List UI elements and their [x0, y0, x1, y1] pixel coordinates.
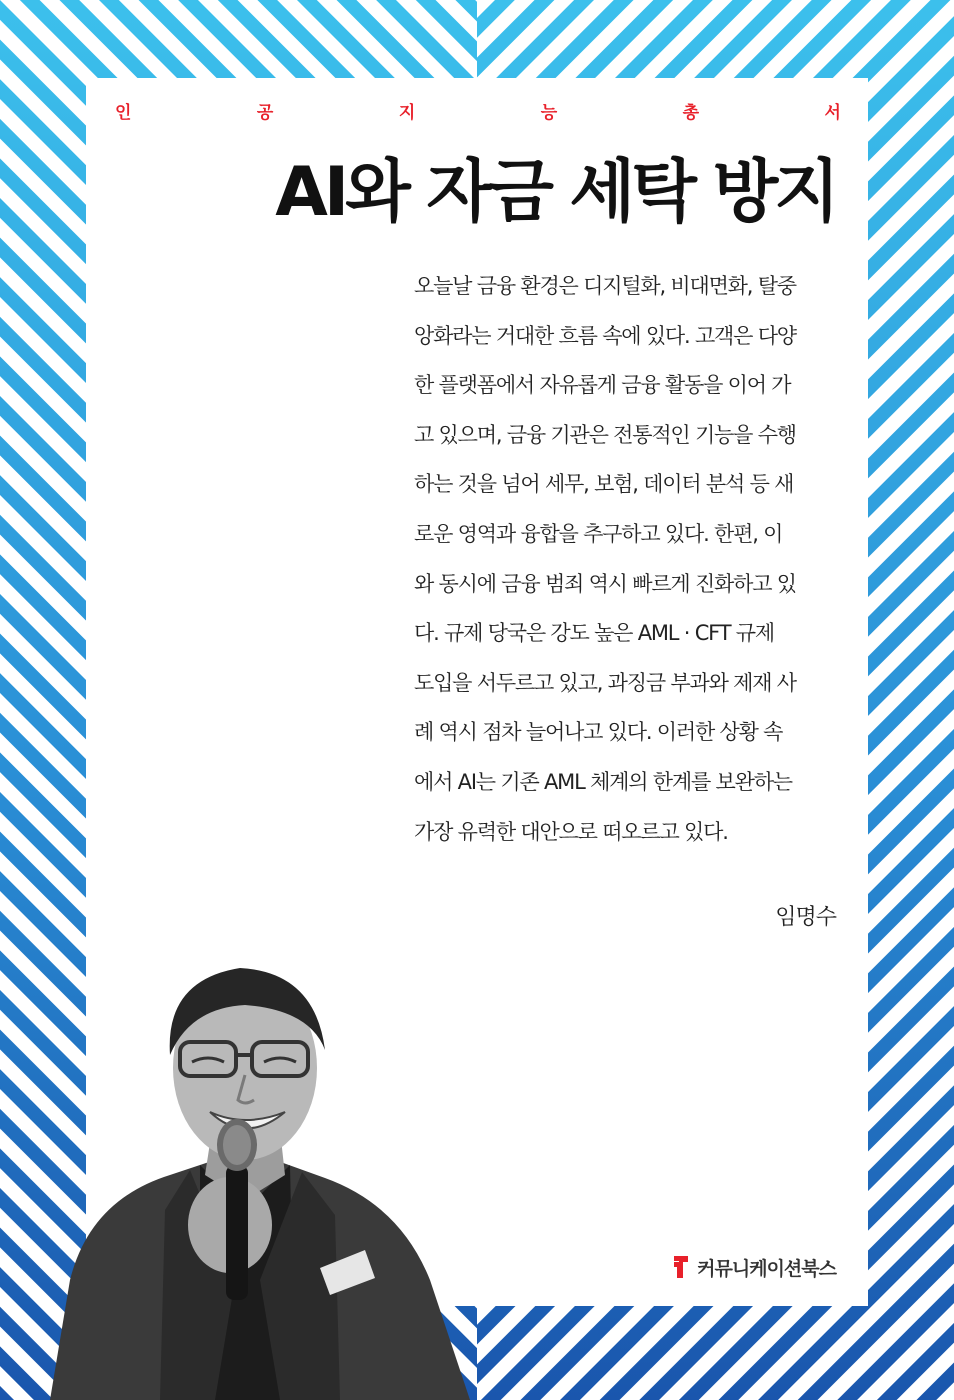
series-char: 인	[115, 103, 132, 123]
description-line: 앙화라는 거대한 흐름 속에 있다. 고객은 다양	[414, 323, 796, 348]
series-char: 지	[398, 103, 416, 123]
series-char: 공	[256, 103, 274, 123]
description-line: 도입을 서두르고 있고, 과징금 부과와 제재 사	[414, 670, 796, 695]
publisher-name: 커뮤니케이션북스	[697, 1257, 836, 1280]
series-char: 서	[824, 103, 841, 123]
description-line: 한 플랫폼에서 자유롭게 금융 활동을 이어 가	[414, 373, 791, 398]
author-photo-icon	[40, 950, 480, 1400]
book-title: AI와 자금 세탁 방지	[275, 153, 836, 232]
book-description	[414, 262, 838, 857]
author-name: 임명수	[775, 905, 836, 930]
description-line: 와 동시에 금융 범죄 역시 빠르게 진화하고 있	[414, 571, 796, 596]
series-char: 총	[682, 103, 700, 123]
description-line: 로운 영역과 융합을 추구하고 있다. 한편, 이	[414, 521, 783, 546]
description-line: 하는 것을 넘어 세무, 보험, 데이터 분석 등 새	[414, 472, 794, 497]
description-line: 례 역시 점차 늘어나고 있다. 이러한 상황 속	[414, 720, 783, 745]
description-line: 가장 유력한 대안으로 떠오르고 있다.	[414, 819, 728, 844]
description-line: 에서 AI는 기존 AML 체계의 한계를 보완하는	[414, 769, 792, 794]
series-char: 능	[540, 103, 558, 123]
series-label	[86, 98, 868, 124]
description-line: 고 있으며, 금융 기관은 전통적인 기능을 수행	[414, 422, 796, 447]
description-line: 다. 규제 당국은 강도 높은 AML · CFT 규제	[414, 621, 774, 646]
description-line: 오늘날 금융 환경은 디지털화, 비대면화, 탈중	[414, 274, 796, 298]
publisher-logo-icon	[671, 1254, 691, 1280]
publisher-logo	[671, 1252, 836, 1282]
